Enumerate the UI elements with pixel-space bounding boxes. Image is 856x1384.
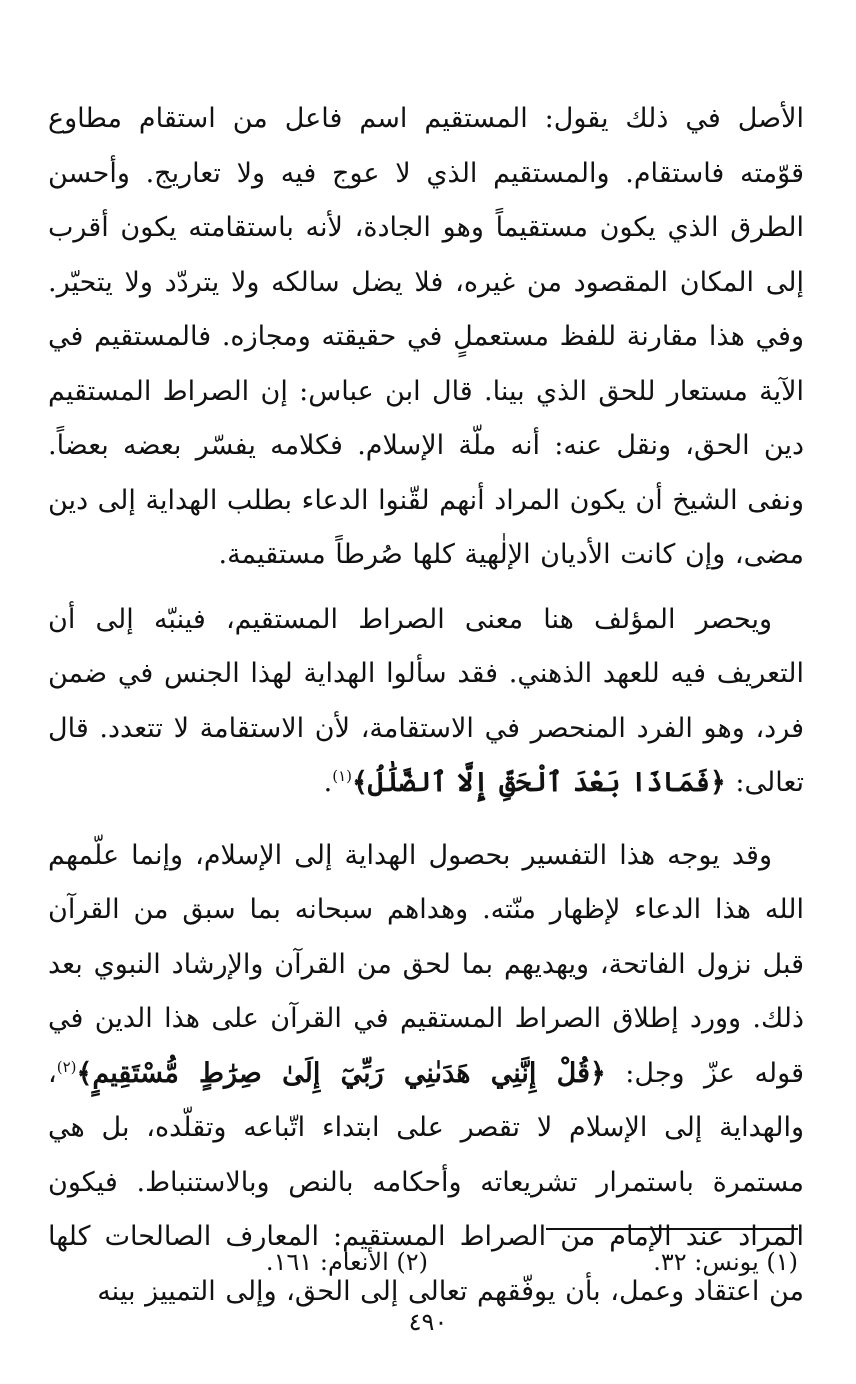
paragraph-1: الأصل في ذلك يقول: المستقيم اسم فاعل من استقام مطاوع قوّمته فاستقام. والمستقيم الذي لا عوج فيه ولا تعاريج. وأحسن الطرق الذي يكون مستقيماً وهو الجادة، لأنه باستقامته يكون أقرب إلى المكان المقصود من غيره، فلا يضل سالكه ولا يتردّد ولا يتحيّر. وفي هذا مقارنة للفظ مستعملٍ في حقيقته ومجازه. فالمستقيم في الآية مستعار للحق الذي بينا. قال ابن عباس: إن الصراط المستقيم دين الحق، ونقل عنه: أنه ملّة الإسلام. فكلامه يفسّر بعضه بعضاً. ونفى الشيخ أن يكون المراد أنهم لقّنوا الدعاء بطلب الهداية إلى دين مضى، وإن كانت الأديان الإلٰهية كلها صُرطاً مستقيمة. bbox=[48, 103, 804, 570]
footnotes bbox=[48, 1248, 798, 1288]
paragraph-2-text: ويحصر المؤلف هنا معنى الصراط المستقيم، فينبّه إلى أن التعريف فيه للعهد الذهني. فقد سألوا الهداية لهذا الجنس في ضمن فرد، وهو الفرد المنحصر في الاستقامة، لأن الاستقامة لا تتعدد. قال تعالى: bbox=[48, 603, 804, 798]
page-body bbox=[48, 92, 804, 1319]
quran-verse-1: ﴿فَمَاذَا بَعْدَ ٱلْحَقِّ إِلَّا ٱلضَّلَٰلُ﴾ bbox=[351, 767, 726, 798]
page-number: ٤٩٠ bbox=[408, 1308, 448, 1336]
footnote-divider bbox=[546, 1228, 798, 1230]
paragraph-3-text: وقد يوجه هذا التفسير بحصول الهداية إلى الإسلام، وإنما علّمهم الله هذا الدعاء لإظهار منّته. وهداهم سبحانه بما سبق من القرآن قبل نزول الفاتحة، ويهديهم بما لحق من القرآن والإرشاد النبوي بعد ذلك. وورد إطلاق الصراط المستقيم في القرآن على هذا الدين في قوله عزّ وجل: bbox=[48, 839, 804, 1089]
paragraph-2 bbox=[48, 593, 804, 811]
paragraph-3-rest: ، والهداية إلى الإسلام لا تقصر على ابتداء اتّباعه وتقلّده، بل هي مستمرة باستمرار تشريعاته وأحكامه بالنص وبالاستنباط. فيكون المراد عند الإمام من الصراط المستقيم: المعارف الصالحات كلها من اعتقاد وعمل، بأن يوفّقهم تعالى إلى الحق، وإلى التمييز بينه bbox=[48, 1057, 804, 1307]
footnote-1: (١) يونس: ٣٢. bbox=[653, 1248, 798, 1276]
footnote-ref-2: (٢) bbox=[56, 1057, 77, 1076]
paragraph-3 bbox=[48, 829, 804, 1320]
footnote-2: (٢) الأنعام: ١٦١. bbox=[265, 1248, 428, 1276]
paragraph-2-end: . bbox=[323, 767, 333, 798]
quran-verse-2: ﴿قُلْ إِنَّنِي هَدَىٰنِي رَبِّيٓ إِلَىٰ صِرَٰطٍ مُّسْتَقِيمٍ﴾ bbox=[76, 1057, 606, 1089]
footnote-ref-1: (١) bbox=[332, 767, 352, 785]
